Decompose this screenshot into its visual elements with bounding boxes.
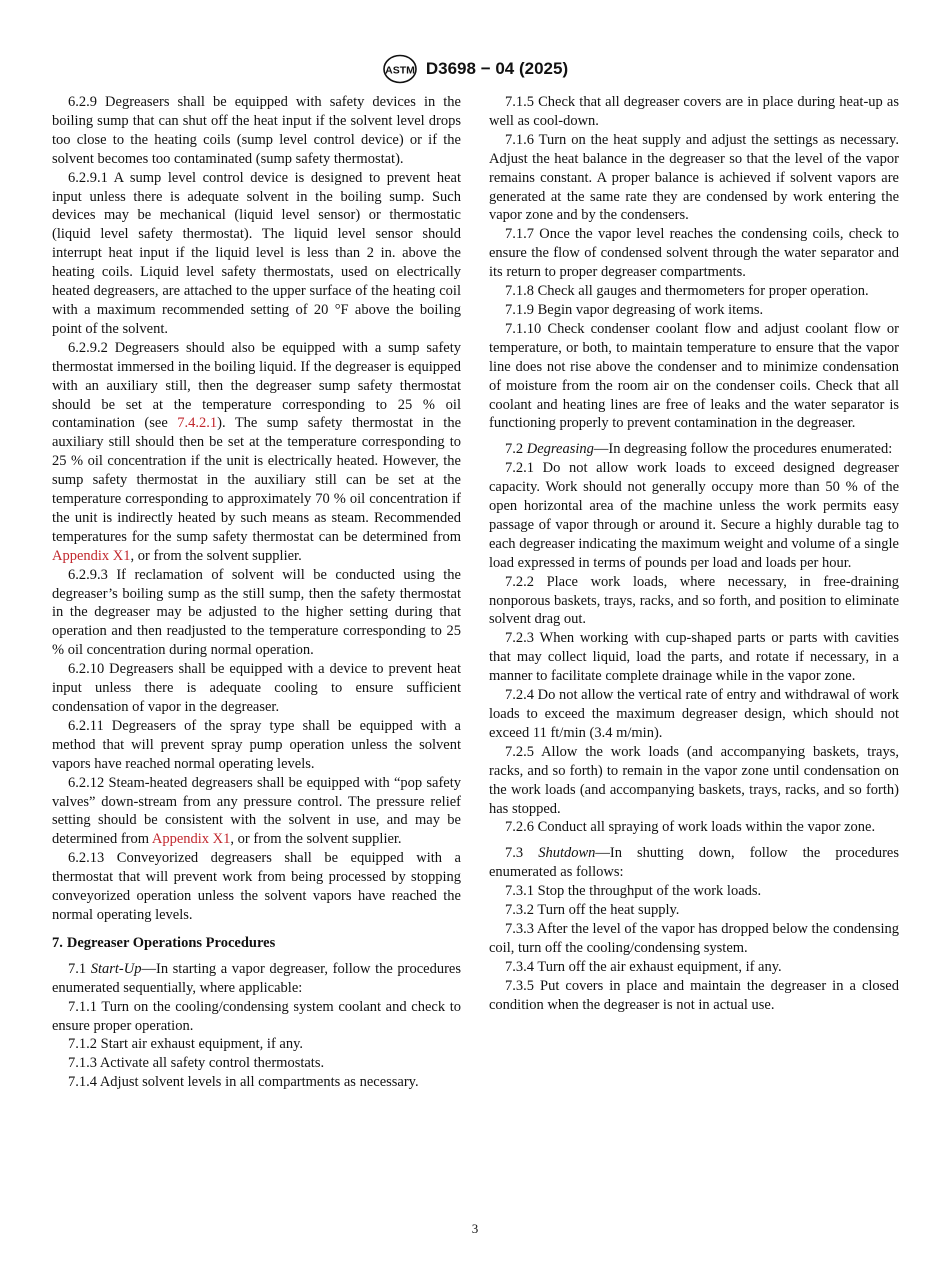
para-6-2-9-1: 6.2.9.1 A sump level control device is designed to prevent heat input unless there is adequate solvent in the boiling sump. Such devices may be mechanical (liquid level sensor) or thermostatic (liquid level safety thermostat). The liquid level sensor should interrupt heat input if the liquid level is less than 2 in. above the heating coils. Liquid level safety thermostats, used on electrically heated degreasers, are attached to the upper surface of the heating coil with a maximum recommended setting of 20 °F above the boiling point of the solvent. <box>52 169 461 337</box>
xref-appendix-x1-link[interactable]: Appendix X1 <box>52 547 131 564</box>
para-7-3-1: 7.3.1 Stop the throughput of the work loads. <box>505 883 762 900</box>
para-7-3-2: 7.3.2 Turn off the heat supply. <box>505 902 680 919</box>
xref-7-4-2-1-link[interactable]: 7.4.2.1 <box>177 415 218 432</box>
para-7-3-4: 7.3.4 Turn off the air exhaust equipment, if any. <box>505 958 782 975</box>
para-6-2-13: 6.2.13 Conveyorized degreasers shall be equipped with a thermostat that will prevent work from being processed by stopping conveyorized operation unless the solvent vapors have reached the normal operating levels. <box>52 850 461 923</box>
para-7-1-4: 7.1.4 Adjust solvent levels in all compartments as necessary. <box>68 1074 419 1091</box>
para-7-3: 7.3 Shutdown—In shutting down, follow the procedures enumerated as follows: <box>489 845 899 881</box>
para-6-2-9-2: 6.2.9.2 Degreasers should also be equipped with a sump safety thermostat immersed in the boiling liquid. If the degreaser is equipped with an auxiliary still, then the degreaser sump safety thermostat should be set at the temperature corresponding to 25 % oil contamination (see 7.4.2.1). The sump safety thermostat in the auxiliary still should then be set at the temperature corresponding to 25 % oil concentration if the unit is electrically heated. However, the sump safety thermostat in the auxiliary still can be set at the temperature corresponding to approximately 70 % oil concentration if the unit is indirectly heated by such means as steam. Recommended temperatures for the sump safety thermostat can be determined from Appendix X1, or from the solvent supplier. <box>52 339 462 564</box>
para-7-2-5: 7.2.5 Allow the work loads (and accompanying baskets, trays, racks, and so forth) to remain in the vapor zone until condensation on the work loads (and accompanying baskets, trays, racks, and so forth) has stopped. <box>489 743 899 817</box>
para-7-2-4: 7.2.4 Do not allow the vertical rate of entry and withdrawal of work loads to exceed the maximum degreaser design, which should not exceed 11 ft/min (3.4 m/min). <box>489 687 899 741</box>
page-header <box>0 54 950 84</box>
para-6-2-11: 6.2.11 Degreasers of the spray type shall be equipped with a method that will prevent spray pump operation unless the solvent vapors have reached normal operating levels. <box>52 717 461 772</box>
para-7-2-6: 7.2.6 Conduct all spraying of work loads within the vapor zone. <box>505 819 876 836</box>
para-7-2-3: 7.2.3 When working with cup-shaped parts or parts with cavities that may collect liquid, load the parts, and rotate if necessary, in a manner to facilitate complete drainage while in the vapor zone. <box>489 630 899 685</box>
left-column <box>52 93 461 1092</box>
para-6-2-12: 6.2.12 Steam-heated degreasers shall be equipped with “pop safety valves” down-stream from any pressure control. The pressure relief setting should be consistent with the solvent in use, and may be determined from Appendix X1, or from the solvent supplier. <box>52 774 461 848</box>
document-designation: D3698 − 04 (2025) <box>425 59 569 78</box>
para-7-1-2: 7.1.2 Start air exhaust equipment, if any. <box>68 1036 304 1053</box>
para-6-2-9-3: 6.2.9.3 If reclamation of solvent will be conducted using the degreaser’s boiling sump as the still sump, then the safety thermostat in the degreaser may be adjusted to the higher setting during that operation and then readjusted to the temperature corresponding to 25 % oil concentration during normal operation. <box>52 566 461 659</box>
para-6-2-10: 6.2.10 Degreasers shall be equipped with a device to prevent heat input unless there is adequate cooling to ensure sufficient condensation of vapor in the degreaser. <box>52 661 461 715</box>
para-7-2: 7.2 Degreasing—In degreasing follow the procedures enumerated: <box>505 441 893 458</box>
para-7-1-9: 7.1.9 Begin vapor degreasing of work items. <box>505 301 764 318</box>
page-number: 3 <box>471 1221 479 1236</box>
para-7-1-8: 7.1.8 Check all gauges and thermometers for proper operation. <box>505 283 869 300</box>
para-7-1: 7.1 Start-Up—In starting a vapor degreaser, follow the procedures enumerated sequentially, where applicable: <box>52 960 461 996</box>
astm-logo-icon <box>382 54 418 84</box>
para-7-1-5: 7.1.5 Check that all degreaser covers are in place during heat-up as well as cool-down. <box>489 94 899 129</box>
xref-appendix-x1-link[interactable]: Appendix X1 <box>151 831 231 848</box>
para-7-1-3: 7.1.3 Activate all safety control thermostats. <box>68 1055 325 1072</box>
section-7-heading: 7. Degreaser Operations Procedures <box>52 934 276 951</box>
astm-logo-text: ASTM <box>385 64 415 77</box>
para-6-2-9: 6.2.9 Degreasers shall be equipped with safety devices in the boiling sump that can shut off the heat input if the solvent level drops too close to the heating coils (sump level control device) or if the solvent becomes too contaminated (sump safety thermostat). <box>52 94 461 167</box>
para-7-1-6: 7.1.6 Turn on the heat supply and adjust the settings as necessary. Adjust the heat balance in the degreaser so that the level of the vapor remains constant. A proper balance is achieved if solvent vapors are generated at the same rate they are condensed by work entering the vapor zone and by the condensers. <box>489 131 899 224</box>
right-column <box>489 93 899 1015</box>
para-7-1-10: 7.1.10 Check condenser coolant flow and adjust coolant flow or temperature, or both, to maintain temperature to ensure that the vapor line does not rise above the condenser and to minimize condensation of moisture from the room air on the condenser coils. Check that all coolant and heating lines are free of leaks and the water separator is functioning properly to prevent contamination in the degreaser. <box>489 320 899 432</box>
para-7-1-1: 7.1.1 Turn on the cooling/condensing system coolant and check to ensure proper operation. <box>52 998 461 1034</box>
para-7-3-3: 7.3.3 After the level of the vapor has dropped below the condensing coil, turn off the cooling/condensing system. <box>489 920 899 956</box>
para-7-2-1: 7.2.1 Do not allow work loads to exceed designed degreaser capacity. Work should not generally occupy more than 50 % of the open horizontal area of the machine unless the work permits easy passage of vapor through or around it. Secure a highly durable tag to each degreaser indicating the maximum weight and volume of a single load expressed in terms of pounds per load and loads per hour. <box>489 460 899 571</box>
para-7-2-2: 7.2.2 Place work loads, where necessary, in free-draining nonporous baskets, trays, racks, and so forth, and position to eliminate solvent drag out. <box>489 573 899 628</box>
para-7-3-5: 7.3.5 Put covers in place and maintain the degreaser in a closed condition when the degreaser is not in actual use. <box>489 977 899 1013</box>
para-7-1-7: 7.1.7 Once the vapor level reaches the condensing coils, check to ensure the flow of condensed solvent through the water separator and its return to proper degreaser compartments. <box>489 226 899 281</box>
